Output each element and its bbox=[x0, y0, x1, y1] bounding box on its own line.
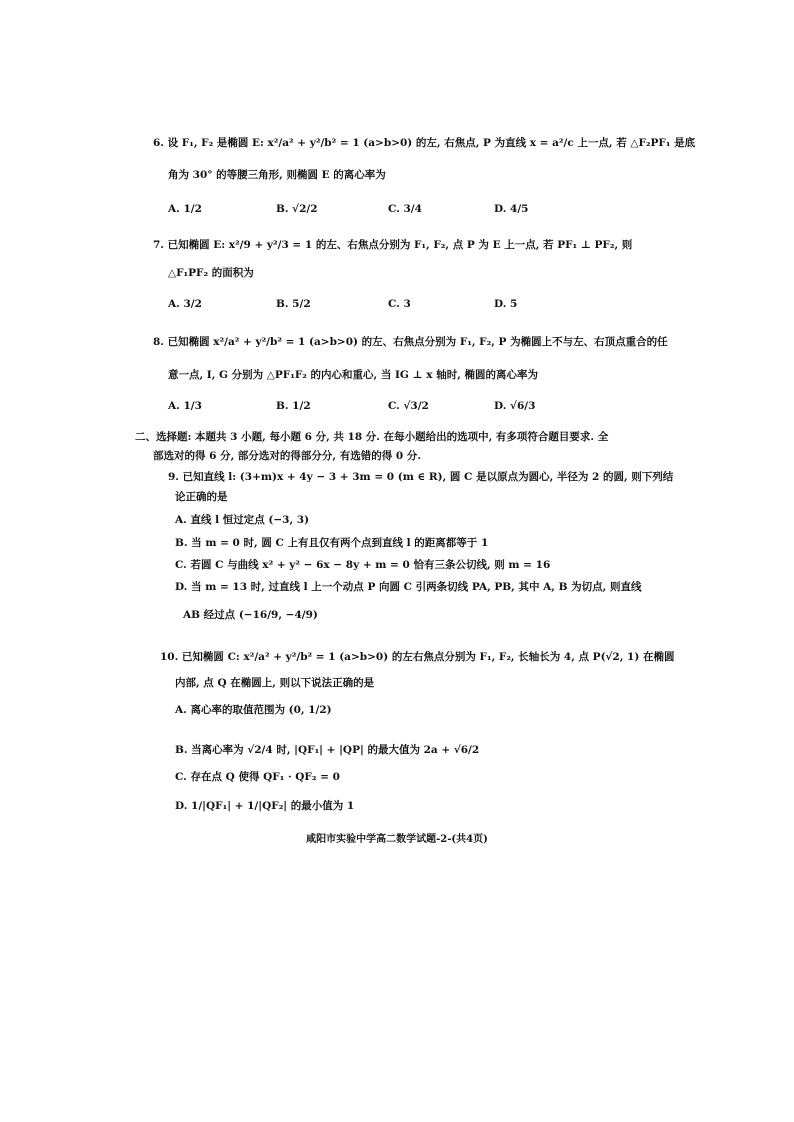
section2-heading-line2: 部选对的得 6 分, 部分选对的得部分分, 有选错的得 0 分. bbox=[153, 450, 422, 462]
q10-option-b: B. 当离心率为 √2/4 时, |QF₁| + |QP| 的最大值为 2a + √6/2 bbox=[175, 744, 480, 756]
q8-option-b: B. 1/2 bbox=[276, 400, 311, 412]
q8-option-d: D. √6/3 bbox=[494, 400, 536, 412]
q9-option-b: B. 当 m = 0 时, 圆 C 上有且仅有两个点到直线 l 的距离都等于 1 bbox=[175, 537, 489, 549]
q8-line1: 8. 已知椭圆 x²/a² + y²/b² = 1 (a>b>0) 的左、右焦点分别为 F₁, F₂, P 为椭圆上不与左、右顶点重合的任 bbox=[153, 336, 668, 348]
q9-line2: 论正确的是 bbox=[175, 491, 228, 503]
q7-option-a: A. 3/2 bbox=[168, 298, 202, 310]
q10-option-a: A. 离心率的取值范围为 (0, 1/2) bbox=[175, 704, 332, 716]
q9-line1: 9. 已知直线 l: (3+m)x + 4y − 3 + 3m = 0 (m ∈ R), 圆 C 是以原点为圆心, 半径为 2 的圆, 则下列结 bbox=[168, 471, 674, 483]
q8-option-c: C. √3/2 bbox=[388, 400, 429, 412]
q9-option-d-line2: AB 经过点 (−16/9, −4/9) bbox=[183, 609, 318, 621]
q7-option-b: B. 5/2 bbox=[276, 298, 311, 310]
q6-line2: 角为 30° 的等腰三角形, 则椭圆 E 的离心率为 bbox=[168, 169, 386, 181]
q9-option-c: C. 若圆 C 与曲线 x² + y² − 6x − 8y + m = 0 恰有三条公切线, 则 m = 16 bbox=[175, 559, 551, 571]
q7-line2: △F₁PF₂ 的面积为 bbox=[168, 267, 254, 279]
q8-option-a: A. 1/3 bbox=[168, 400, 202, 412]
q6-option-a: A. 1/2 bbox=[168, 203, 202, 215]
q9-option-d-line1: D. 当 m = 13 时, 过直线 l 上一个动点 P 向圆 C 引两条切线 PA, PB, 其中 A, B 为切点, 则直线 bbox=[175, 581, 642, 593]
q7-option-d: D. 5 bbox=[494, 298, 518, 310]
q6-option-d: D. 4/5 bbox=[494, 203, 529, 215]
q6-option-c: C. 3/4 bbox=[388, 203, 422, 215]
q9-option-a: A. 直线 l 恒过定点 (−3, 3) bbox=[175, 514, 310, 526]
q7-line1: 7. 已知椭圆 E: x²/9 + y²/3 = 1 的左、右焦点分别为 F₁, F₂, 点 P 为 E 上一点, 若 PF₁ ⊥ PF₂, 则 bbox=[153, 239, 633, 251]
q6-line1: 6. 设 F₁, F₂ 是椭圆 E: x²/a² + y²/b² = 1 (a>b>0) 的左, 右焦点, P 为直线 x = a²/c 上一点, 若 △F₂PF₁ 是底 bbox=[153, 137, 696, 149]
q10-line2: 内部, 点 Q 在椭圆上, 则以下说法正确的是 bbox=[175, 677, 375, 689]
section2-heading-line1: 二、选择题: 本题共 3 小题, 每小题 6 分, 共 18 分. 在每小题给出的选项中, 有多项符合题目要求. 全 bbox=[135, 431, 609, 443]
q7-option-c: C. 3 bbox=[388, 298, 411, 310]
q6-option-b: B. √2/2 bbox=[276, 203, 318, 215]
q10-option-d: D. 1/|QF₁| + 1/|QF₂| 的最小值为 1 bbox=[175, 800, 355, 812]
q10-line1: 10. 已知椭圆 C: x²/a² + y²/b² = 1 (a>b>0) 的左右焦点分别为 F₁, F₂, 长轴长为 4, 点 P(√2, 1) 在椭圆 bbox=[160, 651, 675, 663]
q10-option-c: C. 存在点 Q 使得 QF₁ · QF₂ = 0 bbox=[175, 771, 340, 783]
page-footer: 咸阳市实验中学高二数学试题-2-(共4页) bbox=[306, 834, 488, 845]
q8-line2: 意一点, I, G 分别为 △PF₁F₂ 的内心和重心, 当 IG ⊥ x 轴时, 椭圆的离心率为 bbox=[168, 369, 539, 381]
